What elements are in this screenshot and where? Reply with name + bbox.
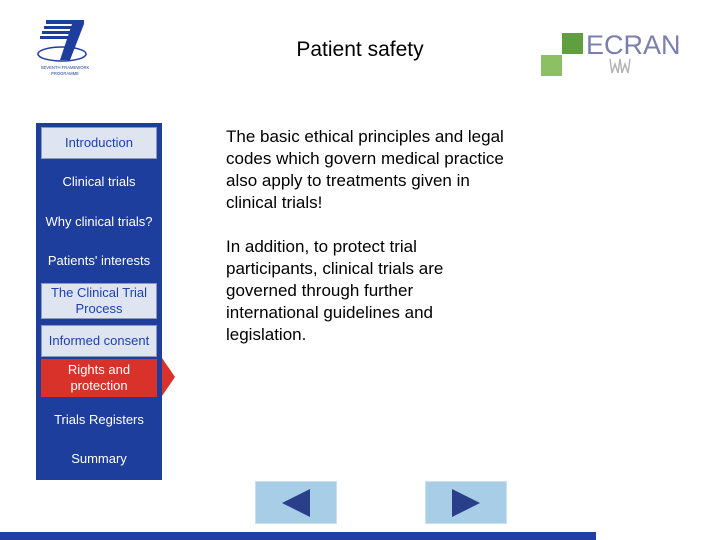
sidebar-item-clinical-trials[interactable]: Clinical trials (41, 166, 157, 198)
content-paragraph: The basic ethical principles and legal codes which govern medical practice also apply to treatments given in clinical trials! (226, 127, 504, 212)
content-paragraph: In addition, to protect trial participants, clinical trials are governed through further international guidelines and legislation. (226, 237, 444, 344)
svg-text:PROGRAMME: PROGRAMME (51, 71, 79, 76)
sidebar-item-summary[interactable]: Summary (71, 451, 127, 466)
sidebar-item-trials-registers[interactable]: Trials Registers (54, 412, 144, 427)
sidebar-item-clinical-trial-process[interactable]: The Clinical Trial Process (41, 283, 157, 319)
triangle-left-icon (276, 487, 316, 519)
sidebar-item-why-clinical-trials[interactable]: Why clinical trials? (45, 214, 153, 229)
sidebar-item-rights-and-protection[interactable]: Rights and protection (41, 359, 157, 397)
sidebar-item-informed-consent[interactable]: Informed consent (41, 325, 157, 357)
fp7-logo (34, 18, 96, 78)
current-section-pointer (162, 358, 175, 396)
svg-text:ECRAN: ECRAN (586, 30, 680, 60)
previous-button[interactable] (255, 481, 337, 524)
footer-bar (0, 532, 596, 540)
sidebar-nav (36, 123, 162, 480)
main-content (226, 126, 506, 368)
sidebar-item-introduction[interactable]: Introduction (41, 127, 157, 159)
page-title: Patient safety (296, 38, 424, 61)
ecran-logo (540, 30, 680, 80)
next-button[interactable] (425, 481, 507, 524)
svg-text:SEVENTH FRAMEWORK: SEVENTH FRAMEWORK (40, 65, 90, 70)
sidebar-item-patients-interests[interactable]: Patients' interests (47, 253, 151, 268)
triangle-right-icon (446, 487, 486, 519)
